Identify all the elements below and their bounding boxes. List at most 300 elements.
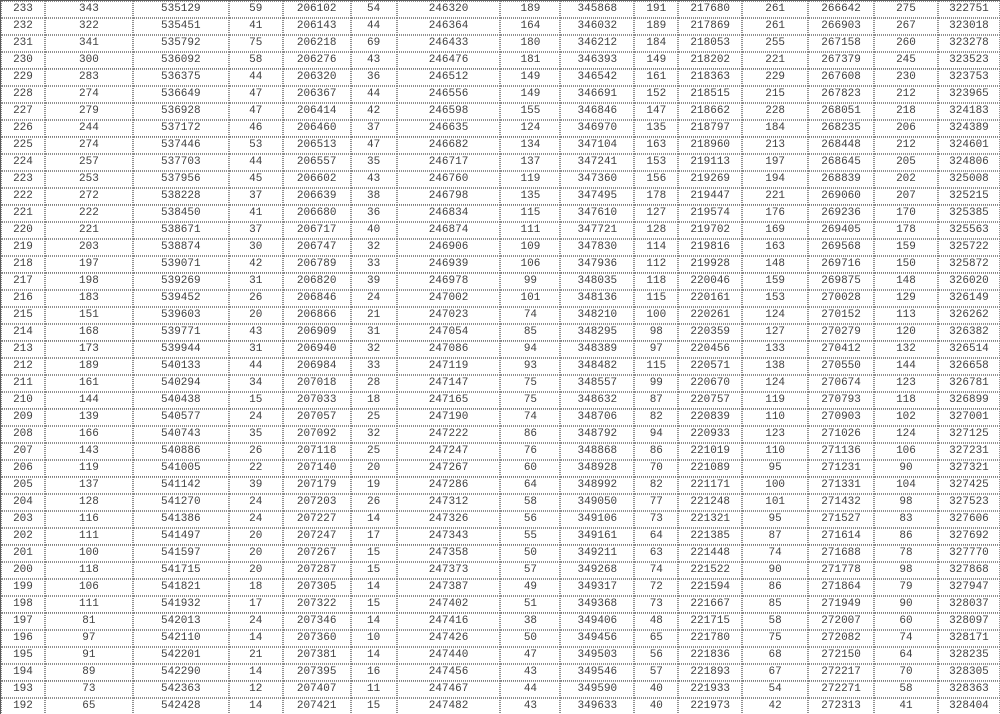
table-cell: 14 [229,630,283,647]
table-cell: 349368 [560,596,634,613]
table-cell: 213 [742,137,808,154]
table-cell: 270028 [808,290,874,307]
table-cell: 208 [1,426,45,443]
table-cell: 348557 [560,375,634,392]
table-cell: 327606 [938,511,1000,528]
table-cell: 326514 [938,341,1000,358]
table-cell: 220359 [678,324,742,341]
table-row [1,443,1000,460]
table-cell: 207227 [283,511,351,528]
table-cell: 46 [229,120,283,137]
table-cell: 195 [1,647,45,664]
table-cell: 269405 [808,222,874,239]
table-cell: 124 [742,375,808,392]
table-cell: 42 [742,698,808,714]
table-cell: 231 [1,35,45,52]
table-cell: 221667 [678,596,742,613]
table-cell: 233 [1,1,45,18]
table-cell: 86 [500,426,560,443]
table-cell: 219269 [678,171,742,188]
table-cell: 206639 [283,188,351,205]
table-cell: 163 [742,239,808,256]
table-cell: 219447 [678,188,742,205]
table-cell: 206940 [283,341,351,358]
table-cell: 272271 [808,681,874,698]
table-cell: 247326 [397,511,501,528]
table-cell: 14 [351,579,397,596]
table-cell: 271864 [808,579,874,596]
table-cell: 348482 [560,358,634,375]
table-cell: 206680 [283,205,351,222]
table-cell: 14 [351,647,397,664]
table-cell: 326382 [938,324,1000,341]
table-cell: 17 [229,596,283,613]
table-cell: 347495 [560,188,634,205]
table-cell: 328171 [938,630,1000,647]
table-cell: 230 [1,52,45,69]
table-cell: 149 [500,86,560,103]
table-row [1,324,1000,341]
table-cell: 120 [874,324,938,341]
table-cell: 41 [229,205,283,222]
table-cell: 74 [742,545,808,562]
table-cell: 272150 [808,647,874,664]
table-cell: 206 [1,460,45,477]
table-cell: 271949 [808,596,874,613]
table-cell: 325563 [938,222,1000,239]
table-cell: 247426 [397,630,501,647]
table-cell: 90 [874,460,938,477]
table-row [1,596,1000,613]
table-cell: 349546 [560,664,634,681]
table-cell: 54 [351,1,397,18]
table-cell: 230 [874,69,938,86]
table-cell: 542290 [133,664,229,681]
table-cell: 196 [1,630,45,647]
table-cell: 43 [229,324,283,341]
table-cell: 267158 [808,35,874,52]
table-cell: 64 [874,647,938,664]
table-cell: 35 [351,154,397,171]
table-cell: 346691 [560,86,634,103]
table-cell: 268051 [808,103,874,120]
table-cell: 326658 [938,358,1000,375]
table-cell: 20 [229,545,283,562]
table-cell: 218960 [678,137,742,154]
table-cell: 219702 [678,222,742,239]
table-cell: 536649 [133,86,229,103]
table-cell: 118 [45,562,133,579]
table-cell: 202 [874,171,938,188]
table-row [1,409,1000,426]
table-cell: 348035 [560,273,634,290]
table-cell: 73 [45,681,133,698]
table-row [1,494,1000,511]
table-cell: 89 [45,664,133,681]
table-cell: 219928 [678,256,742,273]
table-cell: 189 [634,18,678,35]
table-cell: 220933 [678,426,742,443]
table-cell: 349590 [560,681,634,698]
table-cell: 221019 [678,443,742,460]
table-cell: 72 [634,579,678,596]
table-cell: 247440 [397,647,501,664]
table-cell: 348295 [560,324,634,341]
table-cell: 98 [634,324,678,341]
table-cell: 247456 [397,664,501,681]
table-cell: 349050 [560,494,634,511]
table-cell: 178 [874,222,938,239]
table-cell: 90 [874,596,938,613]
table-row [1,630,1000,647]
table-cell: 261 [742,1,808,18]
table-cell: 58 [874,681,938,698]
table-cell: 207381 [283,647,351,664]
table-cell: 24 [229,409,283,426]
table-cell: 164 [500,18,560,35]
table-cell: 26 [229,443,283,460]
table-cell: 214 [1,324,45,341]
table-cell: 221321 [678,511,742,528]
table-cell: 207179 [283,477,351,494]
table-cell: 53 [229,137,283,154]
table-cell: 168 [45,324,133,341]
table-cell: 269716 [808,256,874,273]
table-cell: 343 [45,1,133,18]
table-cell: 202 [1,528,45,545]
table-cell: 139 [45,409,133,426]
table-cell: 181 [500,52,560,69]
table-cell: 206846 [283,290,351,307]
table-cell: 325215 [938,188,1000,205]
table-cell: 113 [874,307,938,324]
table-cell: 220571 [678,358,742,375]
table-cell: 31 [351,324,397,341]
table-cell: 57 [634,664,678,681]
table-cell: 226 [1,120,45,137]
table-cell: 41 [229,18,283,35]
table-cell: 272313 [808,698,874,714]
table-cell: 207395 [283,664,351,681]
table-cell: 124 [500,120,560,137]
table-cell: 246635 [397,120,501,137]
table-cell: 326262 [938,307,1000,324]
table-cell: 15 [351,596,397,613]
table-cell: 349406 [560,613,634,630]
table-cell: 10 [351,630,397,647]
table-cell: 106 [874,443,938,460]
table-cell: 217680 [678,1,742,18]
table-cell: 270152 [808,307,874,324]
table-cell: 60 [500,460,560,477]
table-cell: 327947 [938,579,1000,596]
table-cell: 327692 [938,528,1000,545]
table-cell: 151 [45,307,133,324]
table-cell: 261 [742,18,808,35]
table-row [1,35,1000,52]
table-cell: 207203 [283,494,351,511]
table-cell: 227 [1,103,45,120]
table-cell: 223 [1,171,45,188]
table-cell: 540886 [133,443,229,460]
table-cell: 37 [229,222,283,239]
table-cell: 246364 [397,18,501,35]
table-cell: 74 [500,409,560,426]
table-cell: 535451 [133,18,229,35]
table-cell: 246760 [397,171,501,188]
table-cell: 205 [874,154,938,171]
table-cell: 348792 [560,426,634,443]
table-cell: 20 [351,460,397,477]
table-cell: 206717 [283,222,351,239]
table-cell: 206414 [283,103,351,120]
table-cell: 132 [874,341,938,358]
table-cell: 54 [742,681,808,698]
table-cell: 536092 [133,52,229,69]
table-cell: 246433 [397,35,501,52]
table-row [1,256,1000,273]
table-cell: 203 [45,239,133,256]
table-cell: 323965 [938,86,1000,103]
table-cell: 115 [500,205,560,222]
table-cell: 542110 [133,630,229,647]
table-cell: 255 [742,35,808,52]
table-cell: 16 [351,664,397,681]
table-cell: 44 [229,69,283,86]
table-cell: 129 [874,290,938,307]
table-cell: 100 [634,307,678,324]
table-cell: 25 [351,409,397,426]
table-cell: 198 [45,273,133,290]
table-cell: 206460 [283,120,351,137]
table-cell: 60 [874,613,938,630]
table-cell: 220261 [678,307,742,324]
table-cell: 15 [351,545,397,562]
table-cell: 268645 [808,154,874,171]
table-cell: 65 [45,698,133,714]
table-cell: 24 [229,613,283,630]
table-cell: 137 [500,154,560,171]
table-cell: 538671 [133,222,229,239]
table-cell: 539071 [133,256,229,273]
table-cell: 346393 [560,52,634,69]
table-cell: 135 [500,188,560,205]
table-cell: 112 [634,256,678,273]
table-cell: 161 [45,375,133,392]
table-cell: 85 [742,596,808,613]
table-cell: 207018 [283,375,351,392]
table-cell: 219574 [678,205,742,222]
table-cell: 328235 [938,647,1000,664]
table-cell: 191 [634,1,678,18]
table-row [1,290,1000,307]
table-row [1,86,1000,103]
table-cell: 225 [1,137,45,154]
table-cell: 326020 [938,273,1000,290]
table-cell: 44 [229,358,283,375]
table-cell: 56 [500,511,560,528]
table-row [1,579,1000,596]
table-cell: 220046 [678,273,742,290]
table-cell: 207 [1,443,45,460]
table-cell: 326149 [938,290,1000,307]
table-cell: 210 [1,392,45,409]
table-cell: 115 [634,290,678,307]
table-cell: 207 [874,188,938,205]
table-cell: 95 [742,460,808,477]
table-cell: 271527 [808,511,874,528]
table-cell: 247267 [397,460,501,477]
table-cell: 44 [229,154,283,171]
table-cell: 138 [742,358,808,375]
table-cell: 221893 [678,664,742,681]
table-cell: 246906 [397,239,501,256]
table-cell: 219816 [678,239,742,256]
table-cell: 218 [874,103,938,120]
table-cell: 193 [1,681,45,698]
table-cell: 221522 [678,562,742,579]
table-cell: 206747 [283,239,351,256]
table-cell: 347610 [560,205,634,222]
table-cell: 348632 [560,392,634,409]
table-cell: 206513 [283,137,351,154]
table-cell: 31 [229,273,283,290]
table-cell: 271432 [808,494,874,511]
table-cell: 18 [351,392,397,409]
table-cell: 217 [1,273,45,290]
table-cell: 535129 [133,1,229,18]
table-cell: 349106 [560,511,634,528]
table-cell: 90 [742,562,808,579]
table-cell: 82 [634,477,678,494]
table-cell: 269236 [808,205,874,222]
table-cell: 205 [1,477,45,494]
table-cell: 219 [1,239,45,256]
table-cell: 31 [229,341,283,358]
table-cell: 324601 [938,137,1000,154]
table-cell: 324806 [938,154,1000,171]
table-cell: 221089 [678,460,742,477]
table-row [1,120,1000,137]
table-cell: 536375 [133,69,229,86]
table-cell: 535792 [133,35,229,52]
table-cell: 100 [742,477,808,494]
table-cell: 246874 [397,222,501,239]
table-cell: 124 [874,426,938,443]
table-cell: 327001 [938,409,1000,426]
table-cell: 43 [500,664,560,681]
table-cell: 219113 [678,154,742,171]
table-cell: 50 [500,630,560,647]
table-cell: 246598 [397,103,501,120]
table-cell: 220161 [678,290,742,307]
table-cell: 75 [500,392,560,409]
table-cell: 79 [874,579,938,596]
table-cell: 246556 [397,86,501,103]
table-cell: 19 [351,477,397,494]
table-cell: 211 [1,375,45,392]
table-cell: 197 [1,613,45,630]
table-cell: 221836 [678,647,742,664]
table-cell: 322751 [938,1,1000,18]
table-cell: 15 [351,562,397,579]
table-cell: 345868 [560,1,634,18]
table-cell: 325722 [938,239,1000,256]
table-cell: 143 [45,443,133,460]
table-cell: 247402 [397,596,501,613]
table-cell: 14 [351,613,397,630]
table-cell: 32 [351,239,397,256]
table-cell: 37 [229,188,283,205]
table-cell: 271614 [808,528,874,545]
table-cell: 18 [229,579,283,596]
table-cell: 322 [45,18,133,35]
table-cell: 224 [1,154,45,171]
table-row [1,171,1000,188]
table-cell: 349211 [560,545,634,562]
table-cell: 341 [45,35,133,52]
table-cell: 328305 [938,664,1000,681]
table-cell: 220839 [678,409,742,426]
table-cell: 283 [45,69,133,86]
table-row [1,69,1000,86]
table-cell: 32 [351,426,397,443]
table-cell: 206984 [283,358,351,375]
table-cell: 77 [634,494,678,511]
table-cell: 28 [351,375,397,392]
table-cell: 39 [351,273,397,290]
table-cell: 218797 [678,120,742,137]
table-cell: 64 [500,477,560,494]
table-cell: 218202 [678,52,742,69]
table-cell: 35 [229,426,283,443]
table-cell: 267608 [808,69,874,86]
table-cell: 349503 [560,647,634,664]
table-row [1,1,1000,18]
table-cell: 536928 [133,103,229,120]
table-cell: 279 [45,103,133,120]
table-cell: 40 [351,222,397,239]
table-row [1,239,1000,256]
table-cell: 118 [634,273,678,290]
table-cell: 347721 [560,222,634,239]
table-cell: 209 [1,409,45,426]
table-cell: 247002 [397,290,501,307]
table-cell: 82 [634,409,678,426]
table-cell: 247286 [397,477,501,494]
table-cell: 271231 [808,460,874,477]
table-cell: 74 [874,630,938,647]
table-cell: 189 [45,358,133,375]
table-cell: 207140 [283,460,351,477]
table-cell: 102 [874,409,938,426]
table-cell: 220 [1,222,45,239]
table-cell: 114 [634,239,678,256]
table-row [1,222,1000,239]
table-row [1,154,1000,171]
table-cell: 137 [45,477,133,494]
table-cell: 271136 [808,443,874,460]
table-cell: 274 [45,137,133,154]
table-cell: 269568 [808,239,874,256]
table-cell: 221385 [678,528,742,545]
table-cell: 229 [1,69,45,86]
table-cell: 76 [500,443,560,460]
table-cell: 270793 [808,392,874,409]
table-cell: 59 [229,1,283,18]
table-cell: 43 [500,698,560,714]
table-cell: 95 [742,511,808,528]
